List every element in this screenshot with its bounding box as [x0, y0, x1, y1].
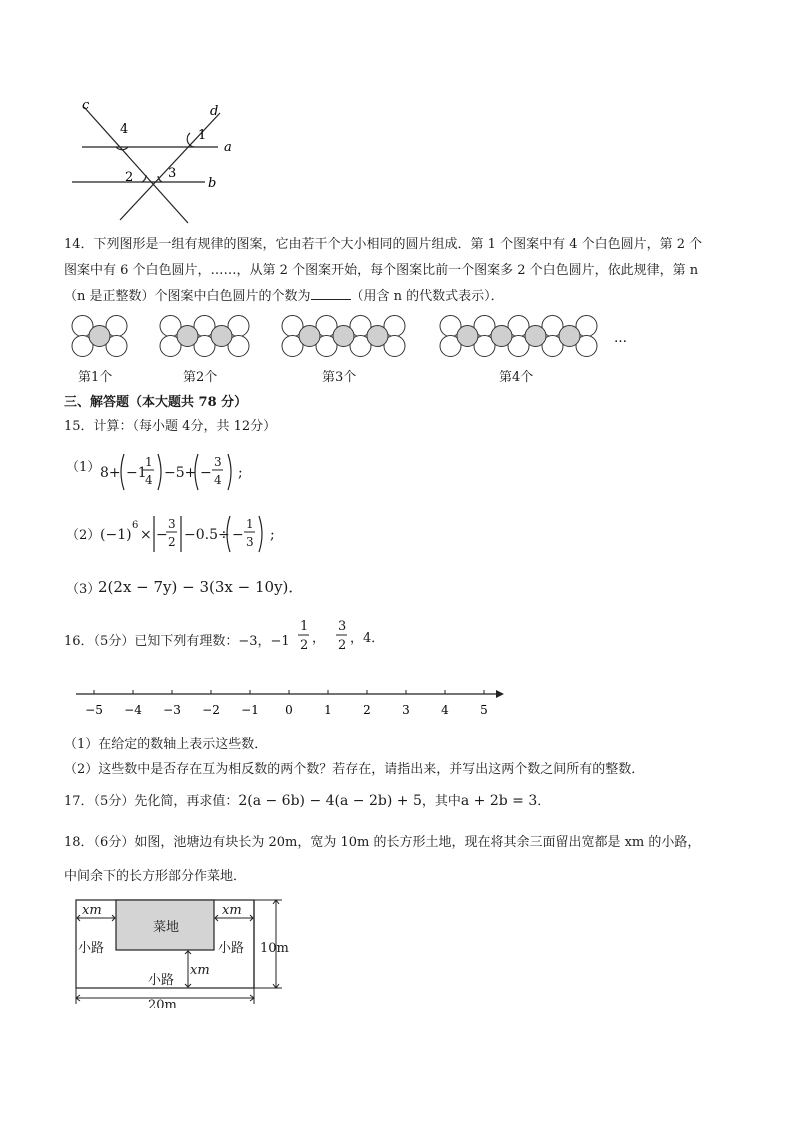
svg-text:−5+: −5+	[164, 465, 197, 481]
svg-text:1: 1	[300, 619, 309, 634]
line-c	[84, 107, 188, 223]
svg-text:−1: −1	[126, 465, 147, 481]
tick-label: 3	[402, 703, 410, 717]
svg-text:1: 1	[145, 455, 153, 469]
q16-fractions	[298, 616, 408, 660]
tick-label: −3	[163, 703, 181, 717]
angle-2-arc	[142, 175, 146, 182]
q15-p1-expr	[98, 448, 258, 496]
q17-where: ，其中	[421, 794, 461, 809]
q15-p1-label: （1）	[66, 460, 101, 475]
svg-text:1: 1	[246, 517, 254, 531]
q14-line3-tail: （用含 n 的代数式表示）．	[350, 289, 504, 304]
q17	[64, 792, 550, 811]
tick-label: 2	[363, 703, 371, 717]
q14-line3	[64, 287, 504, 306]
tick-label: −1	[241, 703, 259, 717]
q15-p2-label: （2）	[66, 528, 101, 543]
svg-text:×: ×	[140, 527, 152, 543]
width-label: 20m	[148, 998, 177, 1008]
q14-line1: 14．下列图形是一组有规律的图案，它由若干个大小相同的圆片组成．第 1 个图案中有 4 个白色圆片，第 2 个	[64, 237, 703, 252]
grey-disc	[89, 326, 110, 347]
svg-text:(−1): (−1)	[100, 527, 132, 543]
section-3-title: 三、解答题（本大题共 78 分）	[64, 395, 248, 410]
label-a: a	[224, 140, 232, 155]
road-left: 小路	[78, 941, 105, 956]
tick-label: 5	[480, 703, 488, 717]
svg-text:;: ;	[270, 527, 275, 543]
svg-text:3: 3	[214, 455, 222, 469]
svg-text:4: 4	[214, 473, 222, 487]
pattern-label-1: 第1个	[78, 370, 113, 385]
svg-text:3: 3	[168, 517, 176, 531]
label-angle-3: 3	[168, 166, 177, 181]
svg-text:−0.5÷: −0.5÷	[184, 527, 230, 543]
q15-p2-expr	[98, 510, 288, 558]
svg-text:2: 2	[300, 638, 309, 653]
veg-label: 菜地	[153, 920, 180, 935]
grey-disc	[333, 326, 354, 347]
label-angle-2: 2	[125, 170, 134, 185]
q14-line3-text: （n 是正整数）个图案中白色圆片的个数为	[64, 289, 311, 304]
q14-line2: 图案中有 6 个白色圆片，……，从第 2 个图案开始，每个图案比前一个图案多 2 个白色圆片，依此规律，第 n	[64, 263, 699, 278]
q17-expression: 2(a − 6b) − 4(a − 2b) + 5	[238, 793, 422, 809]
svg-text:4: 4	[145, 473, 153, 487]
road-right: 小路	[218, 941, 245, 956]
tick-label: 1	[324, 703, 332, 717]
svg-text:8+: 8+	[100, 465, 121, 481]
tick-label: 0	[285, 703, 293, 717]
grey-disc	[367, 326, 388, 347]
number-line-arrow	[496, 690, 504, 698]
road-bottom: 小路	[148, 973, 175, 988]
tick-label: −5	[85, 703, 103, 717]
pattern-label-2: 第2个	[183, 370, 218, 385]
label-b: b	[208, 176, 217, 191]
q15-p3-label: （3）	[66, 582, 101, 597]
tick-label: 4	[441, 703, 449, 717]
number-line	[70, 684, 510, 720]
svg-text:6: 6	[132, 520, 139, 531]
svg-text:，: ，	[312, 631, 326, 646]
q15-intro: 15．计算：（每小题 4分，共 12分）	[64, 419, 277, 434]
q16-intro-text: 16．（5分）已知下列有理数：−3，−1	[64, 634, 290, 649]
height-label: 10m	[260, 941, 289, 956]
svg-text:，4．: ，4．	[350, 631, 385, 646]
q16-sub2: （2）这些数中是否存在互为相反数的两个数？若存在，请指出来，并写出这两个数之间所有的整数．	[64, 762, 645, 777]
pattern-label-4: 第4个	[499, 370, 534, 385]
xm-bottom: xm	[190, 963, 210, 978]
grey-disc	[559, 326, 580, 347]
q17-text: 17．（5分）先化简，再求值：	[64, 794, 239, 809]
pattern-label-3: 第3个	[322, 370, 357, 385]
q18-line1: 18．（6分）如图，池塘边有块长为 20m，宽为 10m 的长方形土地，现在将其余三面留出宽都是 xm 的小路，	[64, 835, 701, 850]
q16-intro	[64, 630, 290, 649]
tick-label: −4	[124, 703, 142, 717]
label-c: c	[82, 98, 90, 113]
grey-disc	[211, 326, 232, 347]
label-angle-1: 1	[198, 128, 207, 143]
q15-p3-expr: 2(2x − 7y) − 3(3x − 10y)．	[98, 578, 304, 596]
label-d: d	[210, 104, 219, 119]
svg-text:;: ;	[238, 465, 243, 481]
svg-text:−: −	[200, 465, 212, 481]
grey-disc	[177, 326, 198, 347]
q18-line2: 中间余下的长方形部分作菜地．	[64, 869, 247, 884]
q17-condition: a + 2b = 3	[460, 793, 538, 809]
svg-text:−: −	[232, 527, 244, 543]
grey-disc	[491, 326, 512, 347]
q16-sub1: （1）在给定的数轴上表示这些数．	[64, 737, 268, 752]
xm-right: xm	[222, 903, 242, 918]
svg-text:−: −	[156, 527, 168, 543]
answer-blank[interactable]	[311, 287, 351, 300]
q17-end: ．	[537, 794, 551, 809]
label-angle-4: 4	[120, 122, 129, 137]
svg-text:2: 2	[168, 535, 176, 549]
grey-disc	[457, 326, 478, 347]
pattern-ellipsis: …	[614, 331, 627, 346]
grey-disc	[525, 326, 546, 347]
tick-label: −2	[202, 703, 220, 717]
grey-disc	[299, 326, 320, 347]
svg-text:3: 3	[338, 619, 347, 634]
garden-figure	[68, 896, 298, 1008]
xm-left: xm	[82, 903, 102, 918]
angles-figure	[60, 95, 250, 225]
svg-text:2: 2	[338, 638, 347, 653]
svg-text:3: 3	[246, 535, 254, 549]
